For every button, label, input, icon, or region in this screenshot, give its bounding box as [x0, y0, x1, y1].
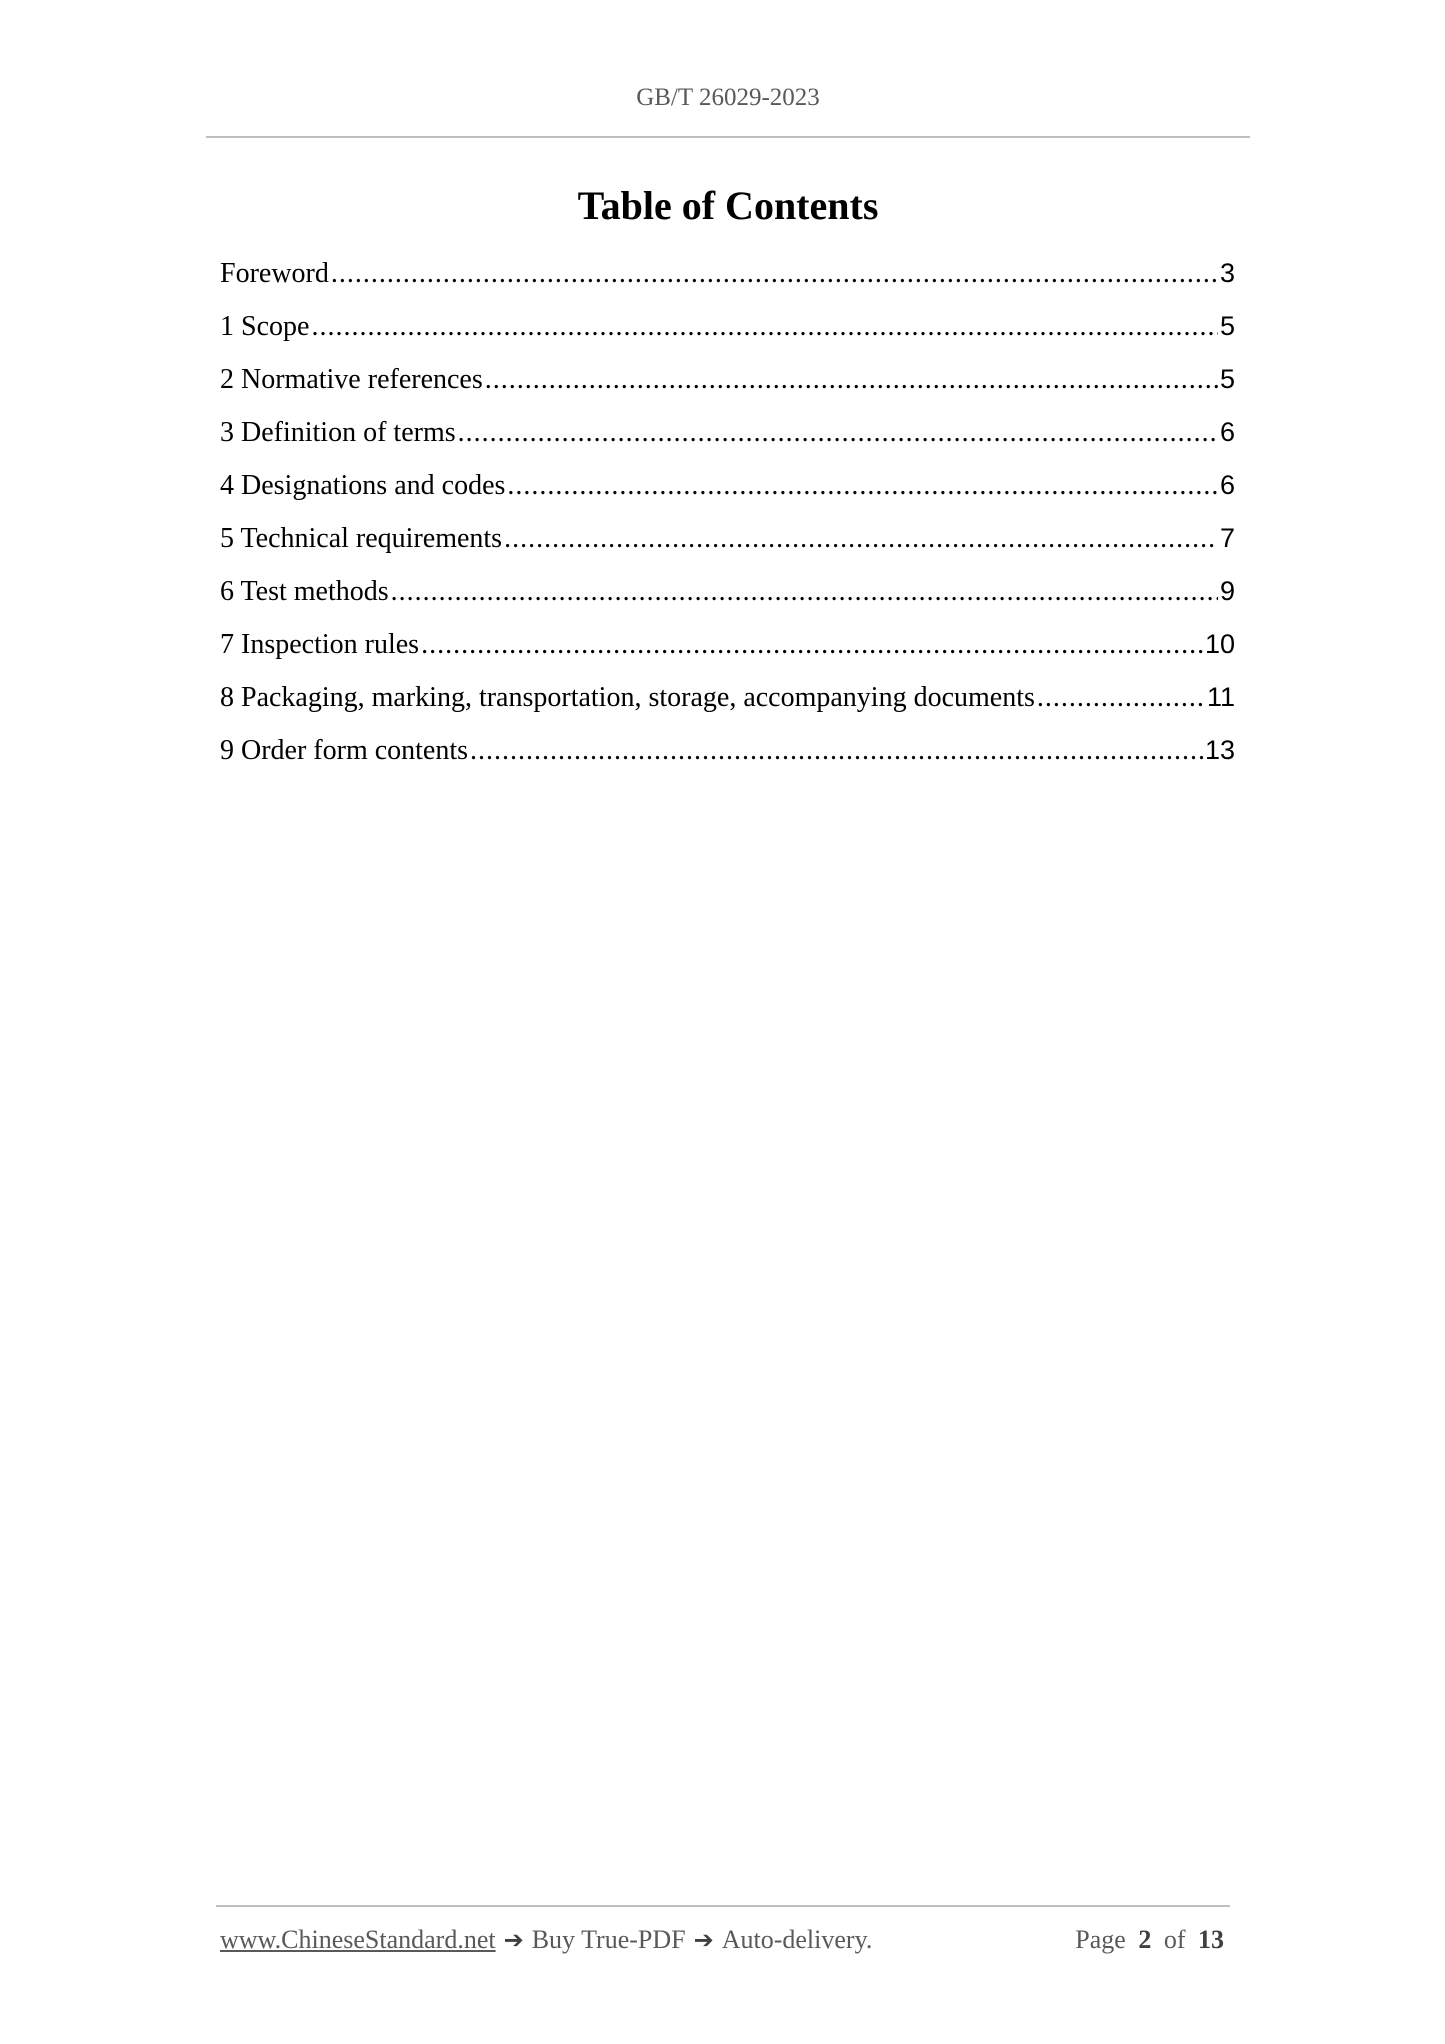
page-word: Page	[1075, 1925, 1126, 1954]
dot-leader	[485, 364, 1218, 396]
toc-entry-label: 4 Designations and codes	[220, 470, 506, 501]
arrow-right-icon: ➔	[693, 1926, 714, 1954]
of-word: of	[1163, 1925, 1186, 1954]
toc-entry-page: 3	[1219, 258, 1235, 288]
dot-leader	[311, 311, 1218, 343]
delivery-text: Auto-delivery.	[721, 1925, 873, 1954]
toc-entry-label: 8 Packaging, marking, transportation, storage, accompanying documents	[220, 682, 1035, 713]
toc-entry-inspection-rules[interactable]	[220, 629, 1235, 682]
toc-entry-label: 9 Order form contents	[220, 735, 469, 766]
dot-leader	[331, 258, 1218, 290]
toc-entry-page: 5	[1219, 311, 1235, 341]
toc-entry-label: 6 Test methods	[220, 576, 389, 607]
toc-title: Table of Contents	[577, 183, 879, 228]
toc-entry-page: 13	[1204, 735, 1235, 765]
header-divider	[206, 136, 1250, 138]
footer-promo	[220, 1925, 872, 1955]
toc-entry-page: 6	[1219, 417, 1235, 447]
toc-entry-page: 10	[1204, 629, 1235, 659]
dot-leader	[391, 576, 1218, 608]
toc-entry-test-methods[interactable]	[220, 576, 1235, 629]
toc-entry-label: 5 Technical requirements	[220, 523, 503, 554]
arrow-right-icon: ➔	[503, 1926, 524, 1954]
toc-entry-page: 5	[1219, 364, 1235, 394]
toc-entry-designations-and-codes[interactable]	[220, 470, 1235, 523]
toc-entry-scope[interactable]	[220, 311, 1235, 364]
toc-entry-technical-requirements[interactable]	[220, 523, 1235, 576]
dot-leader	[458, 417, 1218, 449]
page-footer	[220, 1925, 1230, 1955]
dot-leader	[470, 735, 1203, 767]
dot-leader	[421, 629, 1203, 661]
total-pages: 13	[1198, 1925, 1224, 1954]
table-of-contents	[220, 258, 1235, 788]
dot-leader	[1037, 682, 1205, 714]
dot-leader	[507, 470, 1218, 502]
toc-entry-label: Foreword	[220, 258, 329, 289]
toc-entry-definition-of-terms[interactable]	[220, 417, 1235, 470]
toc-entry-normative-references[interactable]	[220, 364, 1235, 417]
toc-entry-label: 3 Definition of terms	[220, 417, 456, 448]
running-header: GB/T 26029-2023	[636, 84, 820, 111]
buy-text: Buy True-PDF	[531, 1925, 686, 1954]
toc-entry-page: 11	[1206, 682, 1235, 712]
toc-entry-page: 7	[1219, 523, 1235, 553]
toc-entry-order-form-contents[interactable]	[220, 735, 1235, 788]
toc-entry-foreword[interactable]	[220, 258, 1235, 311]
toc-entry-packaging-marking[interactable]	[220, 682, 1235, 735]
toc-entry-label: 1 Scope	[220, 311, 310, 342]
current-page: 2	[1138, 1925, 1152, 1954]
toc-entry-label: 7 Inspection rules	[220, 629, 420, 660]
toc-entry-page: 6	[1219, 470, 1235, 500]
dot-leader	[504, 523, 1218, 555]
website-link[interactable]: www.ChineseStandard.net	[220, 1925, 496, 1954]
toc-entry-page: 9	[1219, 576, 1235, 606]
footer-divider	[216, 1905, 1230, 1907]
page-number	[1075, 1925, 1230, 1955]
toc-entry-label: 2 Normative references	[220, 364, 483, 395]
